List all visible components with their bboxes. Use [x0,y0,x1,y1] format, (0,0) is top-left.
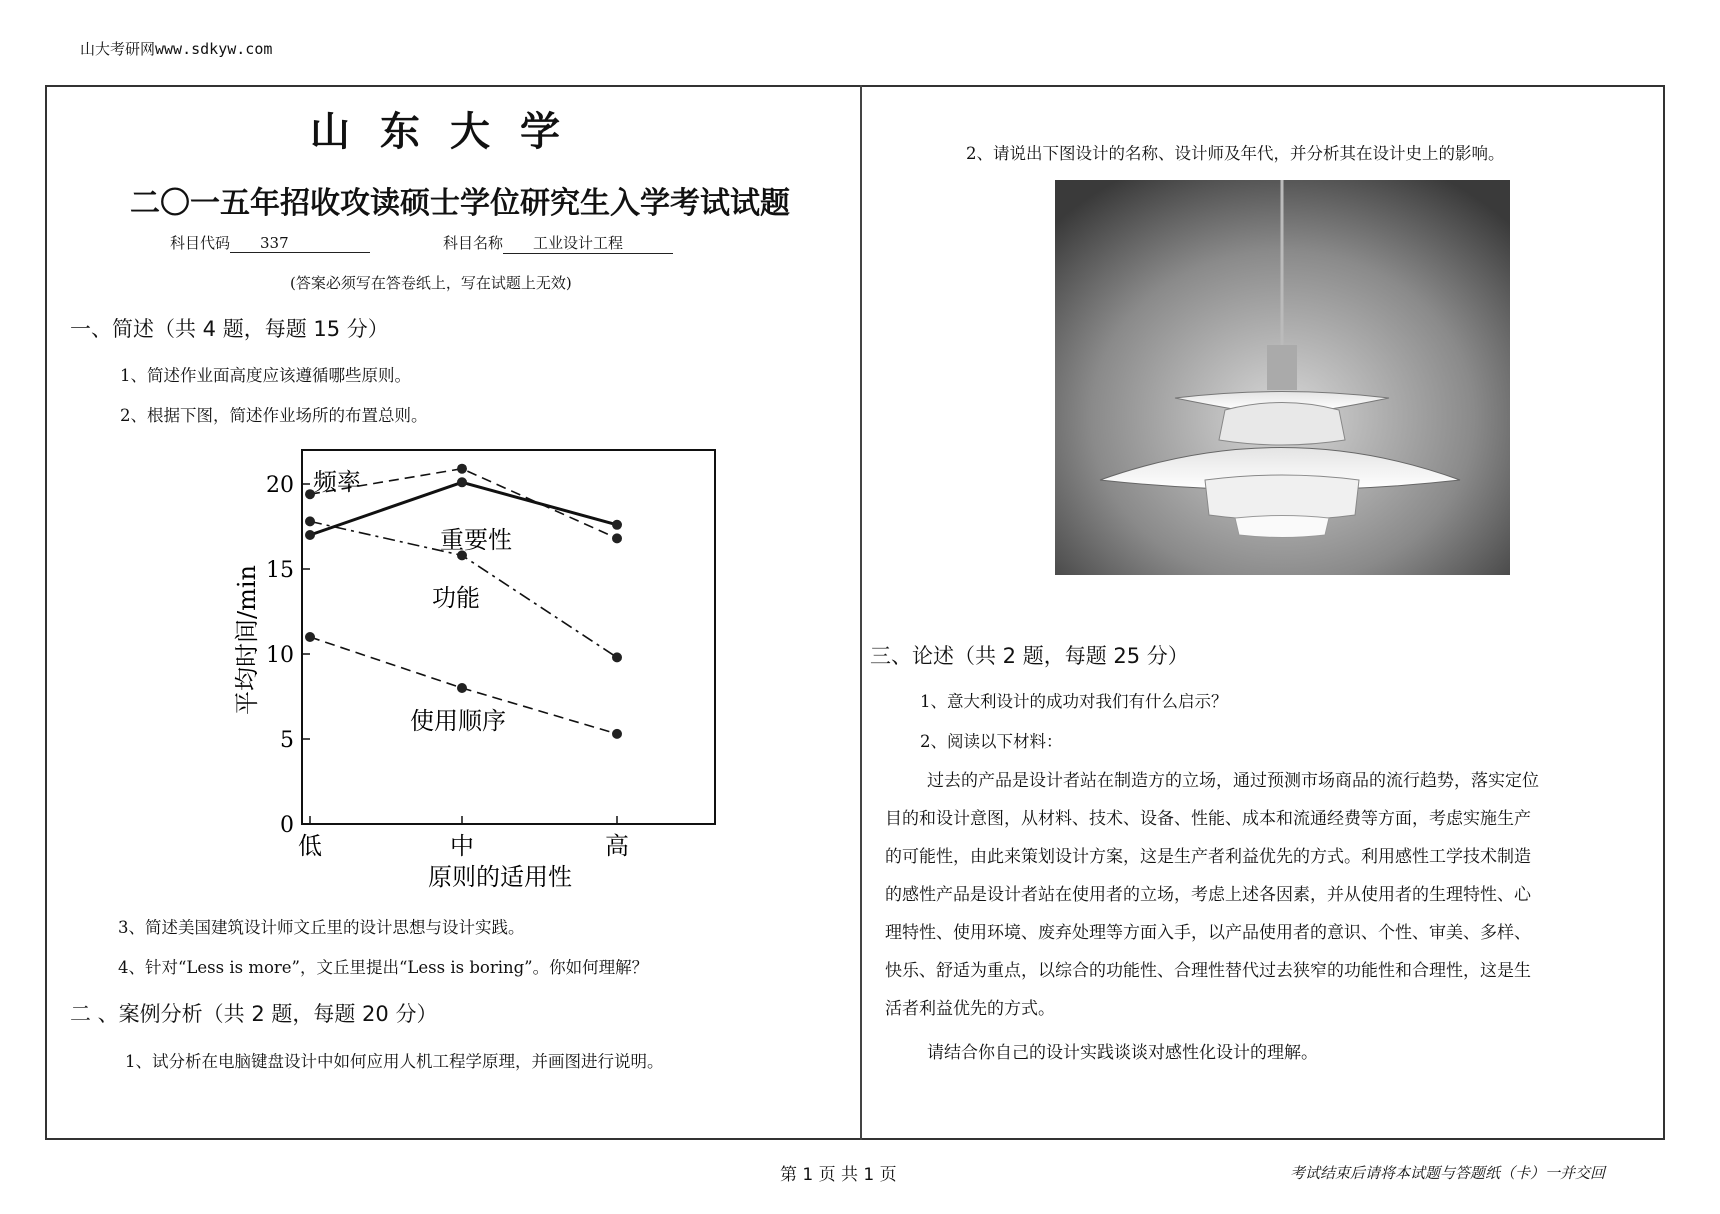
section3-q1: 1、意大利设计的成功对我们有什么启示？ [920,692,1228,711]
subject-code: 337 [230,234,370,253]
material-line-7: 活者利益优先的方式。 [885,999,1055,1019]
plot-frame [302,450,715,824]
column-divider [860,85,862,1140]
section1-heading: 一、简述（共 4 题，每题 15 分） [70,317,389,341]
section2-q2: 2、请说出下图设计的名称、设计师及年代，并分析其在设计史上的影响。 [966,144,1505,163]
data-point [612,652,622,662]
subject-code-label: 科目代码 [170,234,231,252]
section2-heading: 二 、案例分析（共 2 题，每题 20 分） [70,1002,438,1026]
series-label: 重要性 [440,526,512,554]
data-point [457,477,467,487]
university-title: 山东大学 [310,108,590,155]
material-line-1: 过去的产品是设计者站在制造方的立场，通过预测市场商品的流行趋势，落实定位 [927,771,1539,791]
reading-material [885,762,1645,1072]
section1-q2: 2、根据下图，简述作业场所的布置总则。 [120,406,428,425]
section1-q1: 1、简述作业面高度应该遵循哪些原则。 [120,366,411,385]
material-line-6: 快乐、舒适为重点，以综合的功能性、合理性替代过去狭窄的功能性和合理性，这是生 [885,961,1531,981]
data-point [612,533,622,543]
y-tick-label: 5 [280,728,294,753]
data-point [305,632,315,642]
answer-notice: (答案必须写在答卷纸上，写在试题上无效) [290,274,572,292]
data-point [305,530,315,540]
y-tick-label: 0 [280,813,294,838]
data-point [612,520,622,530]
line-chart [225,435,745,905]
section3-q2: 2、阅读以下材料： [920,732,1063,751]
return-notice: 考试结束后请将本试题与答题纸（卡）一并交回 [1290,1164,1606,1182]
section1-q3: 3、简述美国建筑设计师文丘里的设计思想与设计实践。 [118,918,525,937]
material-prompt: 请结合你自己的设计实践谈谈对感性化设计的理解。 [927,1043,1318,1063]
subject-name-field [443,232,673,254]
ph-lamp-photo [1055,180,1510,575]
y-tick-label: 20 [266,473,294,498]
series-label: 功能 [432,584,480,612]
page-number: 第 1 页 共 1 页 [780,1165,897,1185]
material-line-2: 目的和设计意图，从材料、技术、设备、性能、成本和流通经费等方面，考虑实施生产 [885,809,1531,829]
site-watermark: 山大考研网www.sdkyw.com [80,40,273,58]
material-line-3: 的可能性，由此来策划设计方案，这是生产者利益优先的方式。利用感性工学技术制造 [885,847,1531,867]
x-axis-label: 原则的适用性 [428,863,572,891]
subject-code-field [170,232,370,253]
material-line-4: 的感性产品是设计者站在使用者的立场，考虑上述各因素，并从使用者的生理特性、心 [885,885,1531,905]
subject-name: 工业设计工程 [503,232,673,254]
exam-title: 二〇一五年招收攻读硕士学位研究生入学考试试题 [130,186,790,221]
data-point [457,683,467,693]
data-point [305,516,315,526]
x-tick-label: 低 [298,832,322,860]
y-tick-label: 10 [266,643,294,668]
y-axis-label: 平均时间/min [233,565,261,715]
section3-heading: 三、论述（共 2 题，每题 25 分） [870,644,1189,668]
y-tick-label: 15 [266,558,294,583]
data-point [612,729,622,739]
series-label: 频率 [313,468,361,496]
x-tick-label: 高 [605,832,629,860]
subject-name-label: 科目名称 [443,234,504,252]
material-line-5: 理特性、使用环境、废弃处理等方面入手，以产品使用者的意识、个性、审美、多样、 [885,923,1531,943]
series-label: 使用顺序 [410,707,506,735]
section2-q1: 1、试分析在电脑键盘设计中如何应用人机工程学原理，并画图进行说明。 [125,1052,664,1071]
x-tick-label: 中 [450,832,474,860]
section1-q4: 4、针对“Less is more”，文丘里提出“Less is boring”。你如何理解？ [118,958,649,977]
data-point [457,464,467,474]
